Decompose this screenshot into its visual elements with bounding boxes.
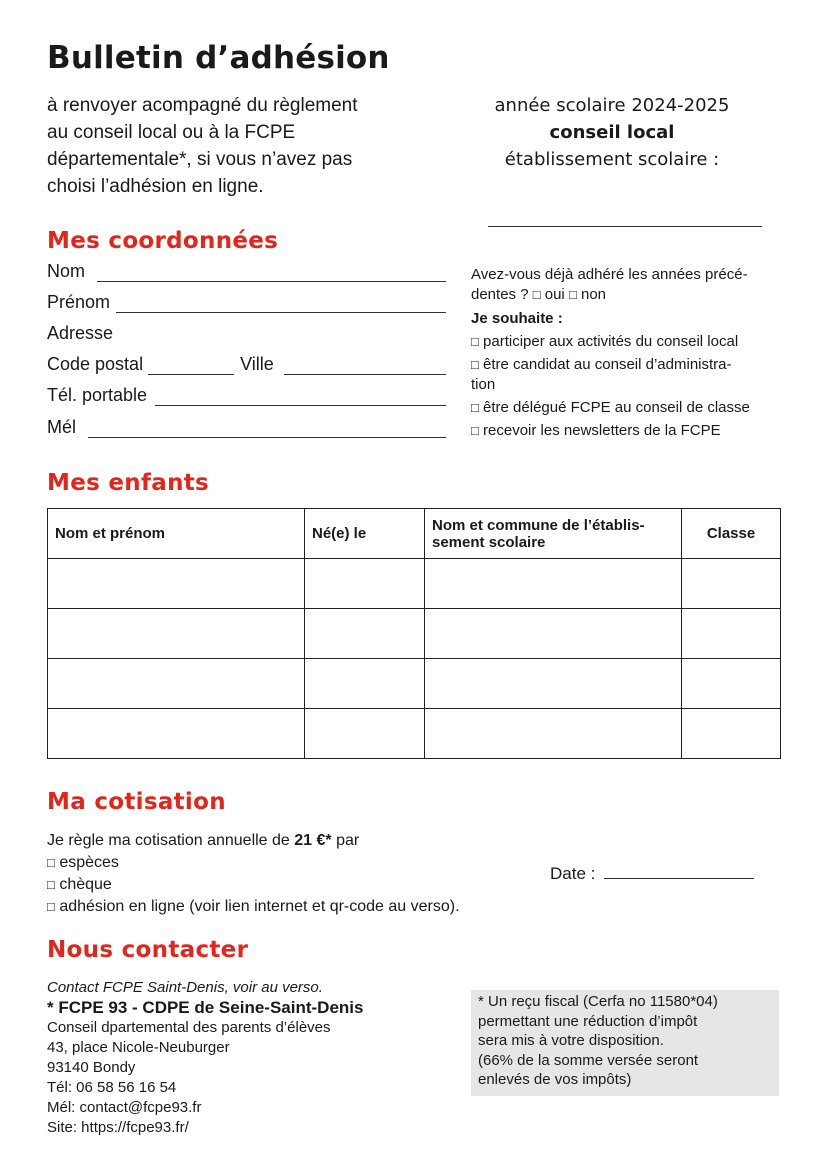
cotisation-line — [47, 830, 460, 852]
payment-label: chèque — [59, 876, 112, 893]
wish-checkbox[interactable]: □ — [471, 423, 479, 438]
table-cell[interactable] — [682, 709, 781, 759]
enfants-heading: Mes enfants — [47, 470, 210, 496]
wish-option-label: recevoir les newsletters de la FCPE — [483, 422, 721, 439]
payment-option — [47, 896, 460, 918]
table-cell[interactable] — [305, 659, 425, 709]
table-cell[interactable] — [425, 559, 682, 609]
cotisation-text: Je règle ma cotisation annuelle de — [47, 832, 295, 849]
wish-option — [471, 332, 791, 352]
school-year: année scolaire 2024-2025 — [494, 95, 730, 116]
intro-line: départementale*, si vous n’avez pas — [47, 149, 353, 170]
table-cell[interactable] — [48, 559, 305, 609]
fiscal-line: (66% de la somme versée seront — [478, 1051, 699, 1069]
contact-phone: Tél: 06 58 56 16 54 — [47, 1079, 177, 1096]
table-row — [48, 659, 781, 709]
oui-label: oui — [544, 286, 565, 303]
table-cell[interactable] — [48, 659, 305, 709]
school-label: établissement scolaire : — [504, 149, 720, 170]
non-checkbox[interactable]: □ — [568, 287, 577, 302]
prenom-field[interactable] — [116, 296, 446, 313]
wish-option — [471, 355, 791, 395]
fiscal-line: permettant une réduction d’impôt — [478, 1012, 698, 1030]
col-header-nom: Nom et prénom — [48, 509, 305, 559]
wish-option — [471, 421, 791, 441]
intro-line: à renvoyer acompagné du règlement — [47, 95, 358, 116]
page-title: Bulletin d’adhésion — [47, 40, 390, 76]
cp-label: Code postal — [47, 354, 144, 374]
intro-text — [47, 92, 427, 200]
col-header-classe: Classe — [682, 509, 781, 559]
mel-field[interactable] — [88, 421, 446, 438]
table-row — [48, 559, 781, 609]
contact-note: Contact FCPE Saint-Denis, voir au verso. — [47, 979, 323, 996]
mel-row — [47, 416, 446, 438]
cotisation-amount: 21 €* — [294, 832, 332, 849]
payment-option — [47, 852, 460, 874]
contact-org: * FCPE 93 - CDPE de Seine-Saint-Denis — [47, 998, 364, 1017]
cotisation-heading: Ma cotisation — [47, 789, 226, 815]
non-label: non — [580, 286, 607, 303]
coordonnees-heading: Mes coordonnées — [47, 228, 279, 254]
conseil-local: conseil local — [549, 122, 675, 143]
membership-questions — [471, 265, 791, 441]
fiscal-line: sera mis à votre disposition. — [478, 1032, 664, 1049]
fiscal-note — [471, 990, 779, 1096]
wish-option-label: être délégué FCPE au conseil de classe — [483, 399, 750, 416]
nom-row — [47, 260, 446, 282]
contact-block — [47, 978, 363, 1138]
fiscal-line: * Un reçu fiscal (Cerfa no 11580*04) — [478, 993, 718, 1010]
table-cell[interactable] — [48, 709, 305, 759]
wish-checkbox[interactable]: □ — [471, 334, 479, 349]
wish-option-label-cont: tion — [471, 376, 496, 393]
intro-line: choisi l’adhésion en ligne. — [47, 176, 264, 197]
contact-line: Conseil dpartemental des parents d’élèves — [47, 1019, 331, 1036]
table-cell[interactable] — [305, 709, 425, 759]
cotisation-text-end: par — [331, 832, 360, 849]
ville-field[interactable] — [284, 358, 446, 375]
table-cell[interactable] — [682, 609, 781, 659]
payment-label: espèces — [59, 854, 119, 871]
table-row — [48, 709, 781, 759]
col-header-ne: Né(e) le — [305, 509, 425, 559]
table-header-row — [48, 509, 781, 559]
wish-checkbox[interactable]: □ — [471, 400, 479, 415]
table-cell[interactable] — [682, 659, 781, 709]
wish-option — [471, 398, 791, 418]
wish-option-label: participer aux activités du conseil local — [483, 333, 739, 350]
nom-field[interactable] — [97, 265, 446, 282]
table-row — [48, 609, 781, 659]
school-year-block — [462, 92, 762, 173]
table-cell[interactable] — [425, 609, 682, 659]
cp-field[interactable] — [148, 358, 234, 375]
table-cell[interactable] — [425, 709, 682, 759]
tel-label: Tél. portable — [47, 385, 148, 405]
contact-heading: Nous contacter — [47, 937, 249, 963]
payment-checkbox[interactable]: □ — [47, 877, 55, 892]
cotisation-block — [47, 830, 460, 918]
intro-line: au conseil local ou à la FCPE — [47, 122, 296, 143]
contact-email: Mél: contact@fcpe93.fr — [47, 1099, 202, 1116]
prev-question-line1: Avez-vous déjà adhéré les années précé- — [471, 266, 748, 283]
date-field[interactable] — [604, 864, 754, 879]
col-header-etab: Nom et commune de l’établis- sement scolaire — [425, 509, 682, 559]
prenom-label: Prénom — [47, 292, 111, 312]
prev-question-text: dentes ? — [471, 286, 529, 303]
cp-ville-row — [47, 353, 446, 375]
table-cell[interactable] — [682, 559, 781, 609]
table-cell[interactable] — [425, 659, 682, 709]
payment-checkbox[interactable]: □ — [47, 899, 55, 914]
school-name-field[interactable] — [488, 226, 762, 227]
wish-option-label: être candidat au conseil d’administra- — [483, 356, 732, 373]
ville-label: Ville — [240, 354, 274, 374]
table-cell[interactable] — [305, 559, 425, 609]
date-row — [550, 864, 754, 884]
payment-checkbox[interactable]: □ — [47, 855, 55, 870]
contact-site: Site: https://fcpe93.fr/ — [47, 1119, 189, 1136]
wish-checkbox[interactable]: □ — [471, 357, 479, 372]
payment-option — [47, 874, 460, 896]
table-cell[interactable] — [305, 609, 425, 659]
oui-checkbox[interactable]: □ — [532, 287, 541, 302]
date-label: Date : — [550, 864, 596, 883]
tel-field[interactable] — [155, 389, 446, 406]
contact-line: 93140 Bondy — [47, 1059, 136, 1076]
prenom-row — [47, 291, 446, 313]
tel-row — [47, 384, 446, 406]
nom-label: Nom — [47, 261, 86, 281]
payment-label: adhésion en ligne (voir lien internet et qr-code au verso). — [59, 898, 460, 915]
table-cell[interactable] — [48, 609, 305, 659]
children-table — [47, 508, 781, 759]
prev-question-line2 — [471, 285, 791, 305]
fiscal-line: enlevés de vos impôts) — [478, 1071, 632, 1088]
adresse-row — [47, 322, 446, 344]
mel-label: Mél — [47, 417, 77, 437]
adresse-label: Adresse — [47, 323, 114, 343]
wish-heading: Je souhaite : — [471, 310, 563, 327]
contact-line: 43, place Nicole-Neuburger — [47, 1039, 230, 1056]
